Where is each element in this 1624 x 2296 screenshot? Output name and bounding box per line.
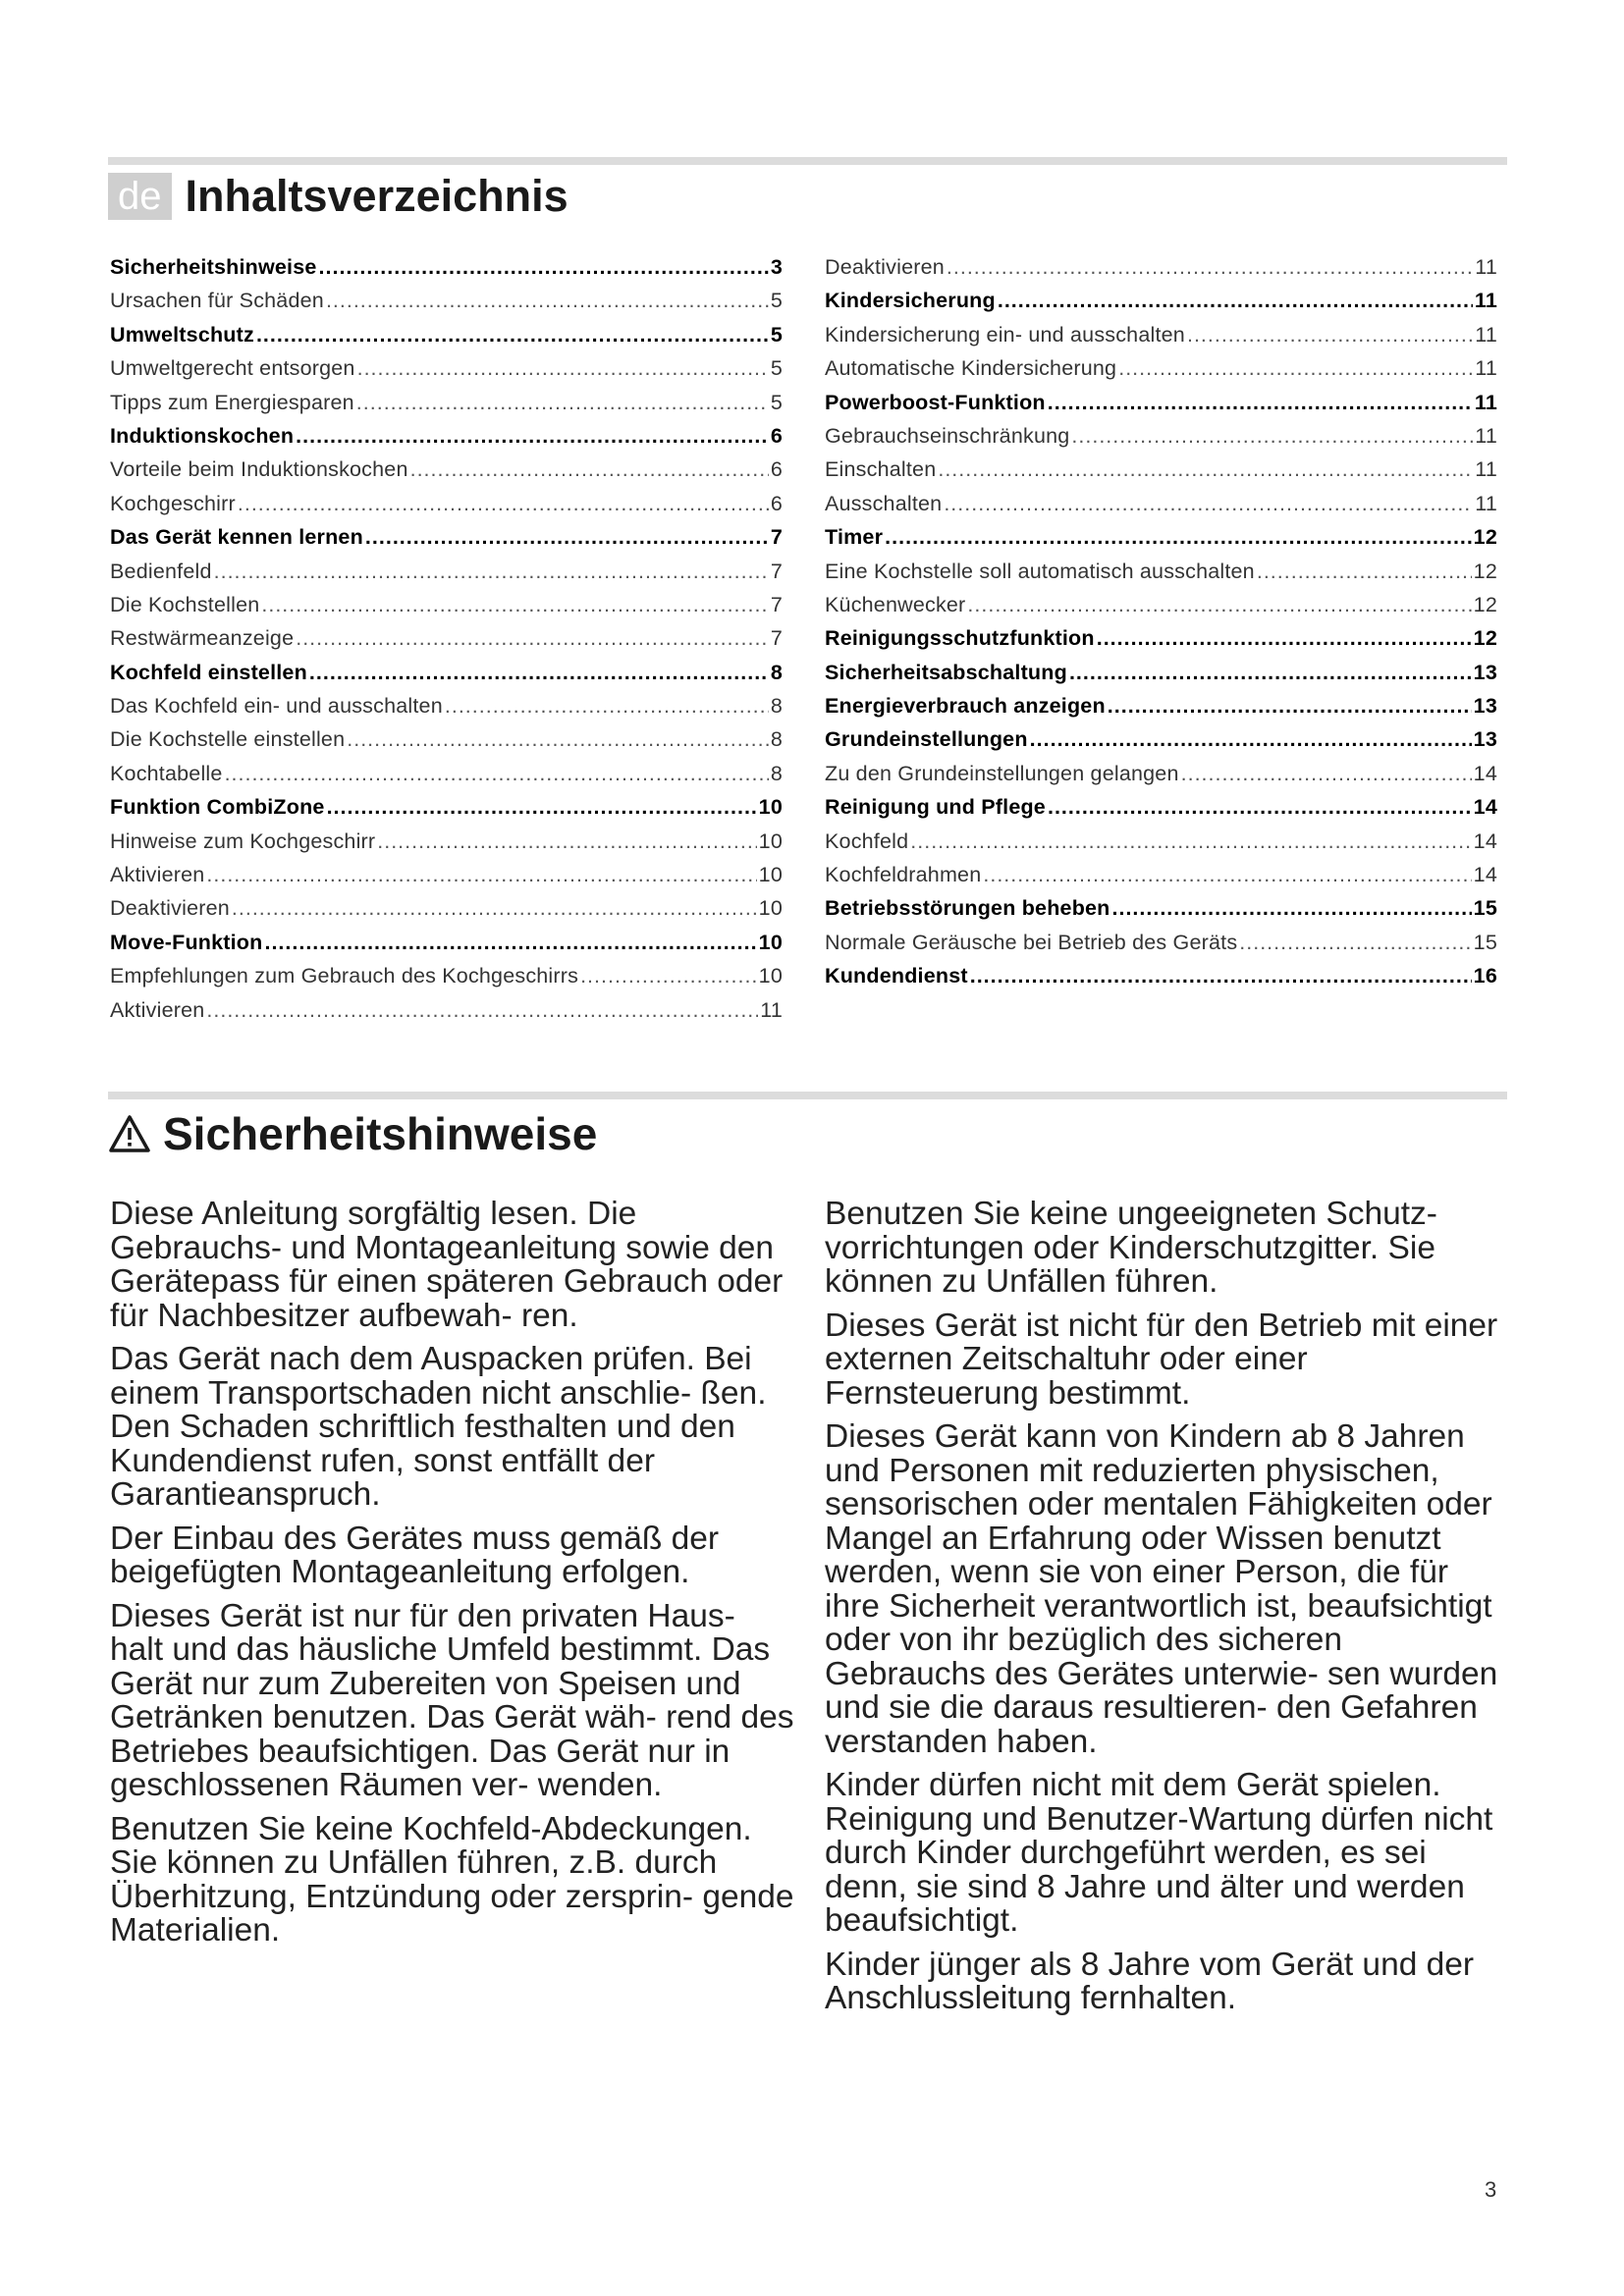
safety-paragraph: Benutzen Sie keine ungeeigneten Schutz- vorrichtungen oder Kinderschutzgitter. Sie können zu Unfällen führen. [825, 1196, 1437, 1300]
toc-entry-page: 11 [1475, 457, 1497, 482]
toc-entry-page: 10 [758, 930, 783, 954]
toc-entry[interactable] [825, 356, 1497, 390]
toc-entry[interactable] [825, 829, 1497, 863]
toc-entry-title: Deaktivieren [825, 255, 945, 279]
toc-entry-page: 10 [758, 964, 783, 988]
toc-entry-page: 16 [1473, 964, 1497, 988]
toc-leader-dots [938, 457, 1473, 482]
toc-entry[interactable] [825, 896, 1497, 930]
toc-entry[interactable] [825, 289, 1497, 322]
toc-leader-dots [206, 998, 758, 1023]
toc-leader-dots [326, 289, 769, 313]
toc-entry[interactable] [825, 255, 1497, 289]
toc-entry-page: 12 [1473, 559, 1497, 583]
toc-entry-title: Kochfeldrahmen [825, 863, 982, 887]
toc-leader-dots [944, 492, 1473, 516]
toc-entry-page: 8 [770, 727, 783, 752]
toc-leader-dots [1048, 391, 1473, 415]
toc-entry-page: 11 [1475, 356, 1497, 381]
toc-entry-page: 10 [758, 896, 783, 921]
toc-entry-title: Betriebsstörungen beheben [825, 896, 1110, 921]
toc-entry-title: Sicherheitshinweise [110, 255, 317, 279]
safety-paragraph: Kinder dürfen nicht mit dem Gerät spielen. Reinigung und Benutzer-Wartung dürfen nicht durch Kinder durchgeführt werden, es sei denn, sie sind 8 Jahre und älter und werden beaufsichtigt. [825, 1767, 1493, 1939]
toc-entry-page: 14 [1473, 761, 1497, 785]
toc-leader-dots [1187, 323, 1473, 347]
toc-leader-dots [410, 457, 769, 482]
toc-entry-title: Küchenwecker [825, 592, 966, 616]
toc-entry-page: 14 [1473, 795, 1497, 820]
safety-left-column [110, 1198, 797, 1958]
toc-entry[interactable] [110, 391, 783, 424]
toc-entry[interactable] [825, 323, 1497, 356]
toc-entry[interactable] [110, 762, 783, 795]
toc-entry-page: 12 [1473, 592, 1497, 616]
toc-entry[interactable] [825, 391, 1497, 424]
toc-leader-dots [580, 964, 757, 988]
toc-leader-dots [1181, 762, 1472, 786]
toc-leader-dots [998, 289, 1473, 313]
toc-entry-page: 7 [770, 525, 783, 550]
toc-entry[interactable] [110, 931, 783, 964]
toc-entry-title: Einschalten [825, 457, 937, 482]
toc-right-column [825, 255, 1497, 998]
toc-entry[interactable] [110, 593, 783, 626]
toc-entry-title: Reinigung und Pflege [825, 795, 1046, 820]
toc-entry[interactable] [825, 964, 1497, 997]
toc-entry[interactable] [825, 727, 1497, 761]
toc-leader-dots [347, 727, 769, 752]
toc-leader-dots [885, 525, 1472, 550]
toc-entry-title: Automatische Kindersicherung [825, 356, 1117, 381]
toc-entry-title: Aktivieren [110, 863, 205, 887]
toc-entry-title: Kochfeld [825, 828, 909, 853]
toc-entry[interactable] [110, 863, 783, 896]
toc-leader-dots [1071, 424, 1473, 449]
safety-right-column [825, 1198, 1512, 2026]
toc-entry-page: 6 [770, 457, 783, 482]
toc-entry-page: 11 [1474, 390, 1497, 414]
toc-entry-page: 12 [1473, 626, 1497, 651]
toc-entry-page: 10 [758, 828, 783, 853]
toc-title: Inhaltsverzeichnis [185, 171, 568, 221]
toc-entry[interactable] [825, 424, 1497, 457]
toc-entry-page: 3 [770, 255, 783, 279]
toc-entry-page: 15 [1473, 930, 1497, 954]
toc-entry-title: Das Gerät kennen lernen [110, 525, 363, 550]
toc-entry-page: 11 [760, 997, 783, 1022]
toc-heading [108, 171, 568, 222]
safety-paragraph: Das Gerät nach dem Auspacken prüfen. Bei einem Transportschaden nicht anschlie- ßen. Den Schaden schriftlich festhalten und den Kundendienst rufen, sonst entfällt der Garantieanspruch. [110, 1341, 767, 1513]
toc-entry[interactable] [825, 661, 1497, 694]
toc-entry-page: 12 [1473, 525, 1497, 550]
toc-entry[interactable] [825, 931, 1497, 964]
toc-entry-title: Die Kochstellen [110, 592, 260, 616]
toc-entry-title: Tipps zum Energiesparen [110, 390, 354, 414]
warning-triangle-icon [108, 1114, 151, 1153]
toc-entry-title: Ausschalten [825, 491, 943, 515]
toc-leader-dots [214, 560, 769, 584]
toc-leader-dots [1048, 795, 1472, 820]
toc-entry-title: Kochfeld einstellen [110, 660, 307, 684]
toc-entry[interactable] [825, 863, 1497, 896]
toc-entry[interactable] [825, 492, 1497, 525]
toc-entry-title: Eine Kochstelle soll automatisch ausschalten [825, 559, 1255, 583]
toc-entry[interactable] [110, 896, 783, 930]
safety-title: Sicherheitshinweise [163, 1108, 598, 1159]
toc-entry-title: Das Kochfeld ein- und ausschalten [110, 694, 443, 719]
toc-leader-dots [1239, 931, 1471, 955]
toc-leader-dots [261, 593, 768, 617]
toc-entry-page: 11 [1475, 423, 1497, 448]
toc-entry[interactable] [110, 964, 783, 997]
toc-entry[interactable] [825, 457, 1497, 491]
safety-paragraph: Dieses Gerät ist nicht für den Betrieb mit einer externen Zeitschaltuhr oder einer Fernsteuerung bestimmt. [825, 1307, 1498, 1412]
toc-entry-page: 10 [758, 795, 783, 820]
toc-leader-dots [264, 931, 756, 955]
toc-entry-page: 11 [1475, 255, 1497, 279]
toc-entry-title: Normale Geräusche bei Betrieb des Geräts [825, 930, 1238, 954]
toc-entry-title: Timer [825, 525, 884, 550]
toc-entry-page: 11 [1475, 322, 1497, 347]
toc-entry-page: 10 [758, 863, 783, 887]
toc-entry-page: 5 [770, 390, 783, 414]
toc-entry-page: 13 [1473, 727, 1497, 752]
toc-entry[interactable] [110, 998, 783, 1032]
toc-entry-page: 5 [770, 289, 783, 313]
toc-entry[interactable] [110, 795, 783, 828]
toc-leader-dots [296, 626, 769, 651]
toc-entry-title: Reinigungsschutzfunktion [825, 626, 1095, 651]
toc-entry[interactable] [110, 323, 783, 356]
toc-entry-title: Vorteile beim Induktionskochen [110, 457, 408, 482]
safety-paragraph: Dieses Gerät kann von Kindern ab 8 Jahren und Personen mit reduzierten physischen, sensorischen oder mentalen Fähigkeiten oder Mangel an Erfahrung oder Wissen benutzt werden, wenn sie von einer Person, die für ihre Sicherheit verantwortlich ist, beaufsichtigt oder von ihr bezüglich des sicheren Gebrauchs des Gerätes unterwie- sen wurden und sie die daraus resultieren- den Gefahren verstanden haben. [825, 1418, 1498, 1760]
toc-entry[interactable] [825, 593, 1497, 626]
safety-paragraph: Benutzen Sie keine Kochfeld-Abdeckungen. Sie können zu Unfällen führen, z.B. durch Überhitzung, Entzündung oder zersprin- gende Materialien. [110, 1810, 794, 1949]
toc-entry[interactable] [825, 560, 1497, 593]
toc-entry[interactable] [110, 829, 783, 863]
toc-entry-title: Funktion CombiZone [110, 795, 325, 820]
toc-leader-dots [1097, 626, 1472, 651]
toc-top-rule [108, 157, 1507, 165]
safety-paragraph: Der Einbau des Gerätes muss gemäß der beigefügten Montageanleitung erfolgen. [110, 1520, 720, 1590]
toc-leader-dots [1112, 896, 1472, 921]
toc-entry-title: Deaktivieren [110, 896, 230, 921]
toc-entry-page: 6 [770, 423, 783, 448]
toc-entry-page: 5 [770, 356, 783, 381]
toc-entry-title: Restwärmeanzeige [110, 626, 295, 651]
safety-heading [108, 1107, 597, 1160]
toc-leader-dots [365, 525, 769, 550]
toc-entry[interactable] [110, 560, 783, 593]
language-badge: de [108, 173, 172, 220]
toc-left-column [110, 255, 783, 1032]
toc-leader-dots [238, 492, 769, 516]
toc-entry[interactable] [110, 289, 783, 322]
toc-entry[interactable] [110, 694, 783, 727]
toc-leader-dots [296, 424, 769, 449]
toc-leader-dots [232, 896, 757, 921]
toc-entry[interactable] [825, 795, 1497, 828]
toc-entry[interactable] [110, 727, 783, 761]
toc-entry-title: Zu den Grundeinstellungen gelangen [825, 761, 1179, 785]
toc-entry-title: Umweltschutz [110, 322, 254, 347]
toc-entry-title: Induktionskochen [110, 423, 295, 448]
toc-entry-page: 14 [1473, 828, 1497, 853]
safety-paragraph: Kinder jünger als 8 Jahre vom Gerät und der Anschlussleitung fernhalten. [825, 1946, 1475, 2016]
toc-leader-dots [967, 593, 1471, 617]
toc-leader-dots [225, 762, 769, 786]
toc-entry-title: Kochgeschirr [110, 491, 236, 515]
toc-entry-page: 7 [770, 559, 783, 583]
toc-entry[interactable] [110, 661, 783, 694]
page-number: 3 [1485, 2177, 1497, 2202]
toc-leader-dots [356, 391, 769, 415]
toc-entry-title: Empfehlungen zum Gebrauch des Kochgeschirrs [110, 964, 579, 988]
toc-entry-page: 8 [770, 660, 783, 684]
toc-entry-title: Kochtabelle [110, 761, 223, 785]
toc-leader-dots [983, 863, 1471, 887]
toc-entry[interactable] [110, 255, 783, 289]
toc-entry-title: Move-Funktion [110, 930, 263, 954]
toc-entry[interactable] [110, 457, 783, 491]
toc-leader-dots [947, 255, 1473, 280]
toc-leader-dots [970, 964, 1472, 988]
toc-leader-dots [910, 829, 1471, 854]
toc-entry[interactable] [825, 525, 1497, 559]
toc-leader-dots [256, 323, 769, 347]
toc-entry-title: Hinweise zum Kochgeschirr [110, 828, 376, 853]
toc-entry-page: 8 [770, 694, 783, 719]
toc-entry-page: 13 [1473, 660, 1497, 684]
toc-entry-title: Kindersicherung ein- und ausschalten [825, 322, 1185, 347]
toc-entry-title: Sicherheitsabschaltung [825, 660, 1067, 684]
toc-entry[interactable] [110, 525, 783, 559]
toc-entry[interactable] [825, 762, 1497, 795]
toc-entry-page: 11 [1474, 289, 1497, 313]
toc-entry-title: Aktivieren [110, 997, 205, 1022]
toc-entry-page: 5 [770, 322, 783, 347]
toc-entry-page: 8 [770, 761, 783, 785]
toc-entry-title: Kindersicherung [825, 289, 996, 313]
toc-entry-page: 11 [1475, 491, 1497, 515]
toc-leader-dots [1257, 560, 1472, 584]
toc-leader-dots [206, 863, 756, 887]
toc-entry-title: Ursachen für Schäden [110, 289, 324, 313]
toc-entry-page: 13 [1473, 694, 1497, 719]
toc-entry-page: 7 [770, 592, 783, 616]
toc-leader-dots [1069, 661, 1472, 685]
toc-entry-page: 14 [1473, 863, 1497, 887]
toc-leader-dots [1108, 694, 1472, 719]
toc-entry[interactable] [110, 626, 783, 660]
toc-leader-dots [319, 255, 769, 280]
toc-entry-page: 6 [770, 491, 783, 515]
toc-leader-dots [309, 661, 769, 685]
toc-leader-dots [377, 829, 756, 854]
toc-entry-title: Grundeinstellungen [825, 727, 1028, 752]
toc-entry[interactable] [110, 356, 783, 390]
toc-entry[interactable] [825, 694, 1497, 727]
toc-leader-dots [327, 795, 757, 820]
toc-entry-title: Bedienfeld [110, 559, 212, 583]
toc-leader-dots [1030, 727, 1472, 752]
toc-entry-title: Energieverbrauch anzeigen [825, 694, 1106, 719]
safety-paragraph: Dieses Gerät ist nur für den privaten Haus- halt und das häusliche Umfeld bestimmt. Das Gerät nur zum Zubereiten von Speisen und Getränken benutzen. Das Gerät wäh- rend des Betriebes beaufsichtigen. Das Gerät nur in geschlossenen Räumen ver- wenden. [110, 1597, 794, 1803]
toc-entry[interactable] [825, 626, 1497, 660]
toc-leader-dots [357, 356, 769, 381]
toc-entry-title: Powerboost-Funktion [825, 390, 1046, 414]
toc-leader-dots [1118, 356, 1473, 381]
toc-entry[interactable] [110, 424, 783, 457]
toc-leader-dots [445, 694, 769, 719]
toc-entry-page: 7 [770, 626, 783, 651]
toc-entry-title: Die Kochstelle einstellen [110, 727, 346, 752]
toc-entry-title: Umweltgerecht entsorgen [110, 356, 355, 381]
toc-entry[interactable] [110, 492, 783, 525]
safety-top-rule [108, 1092, 1507, 1099]
toc-entry-page: 15 [1473, 896, 1497, 921]
toc-entry-title: Gebrauchseinschränkung [825, 423, 1070, 448]
toc-entry-title: Kundendienst [825, 964, 968, 988]
safety-paragraph: Diese Anleitung sorgfältig lesen. Die Gebrauchs- und Montageanleitung sowie den Gerätepass für einen späteren Gebrauch oder für Nachbesitzer aufbewah- ren. [110, 1196, 784, 1334]
